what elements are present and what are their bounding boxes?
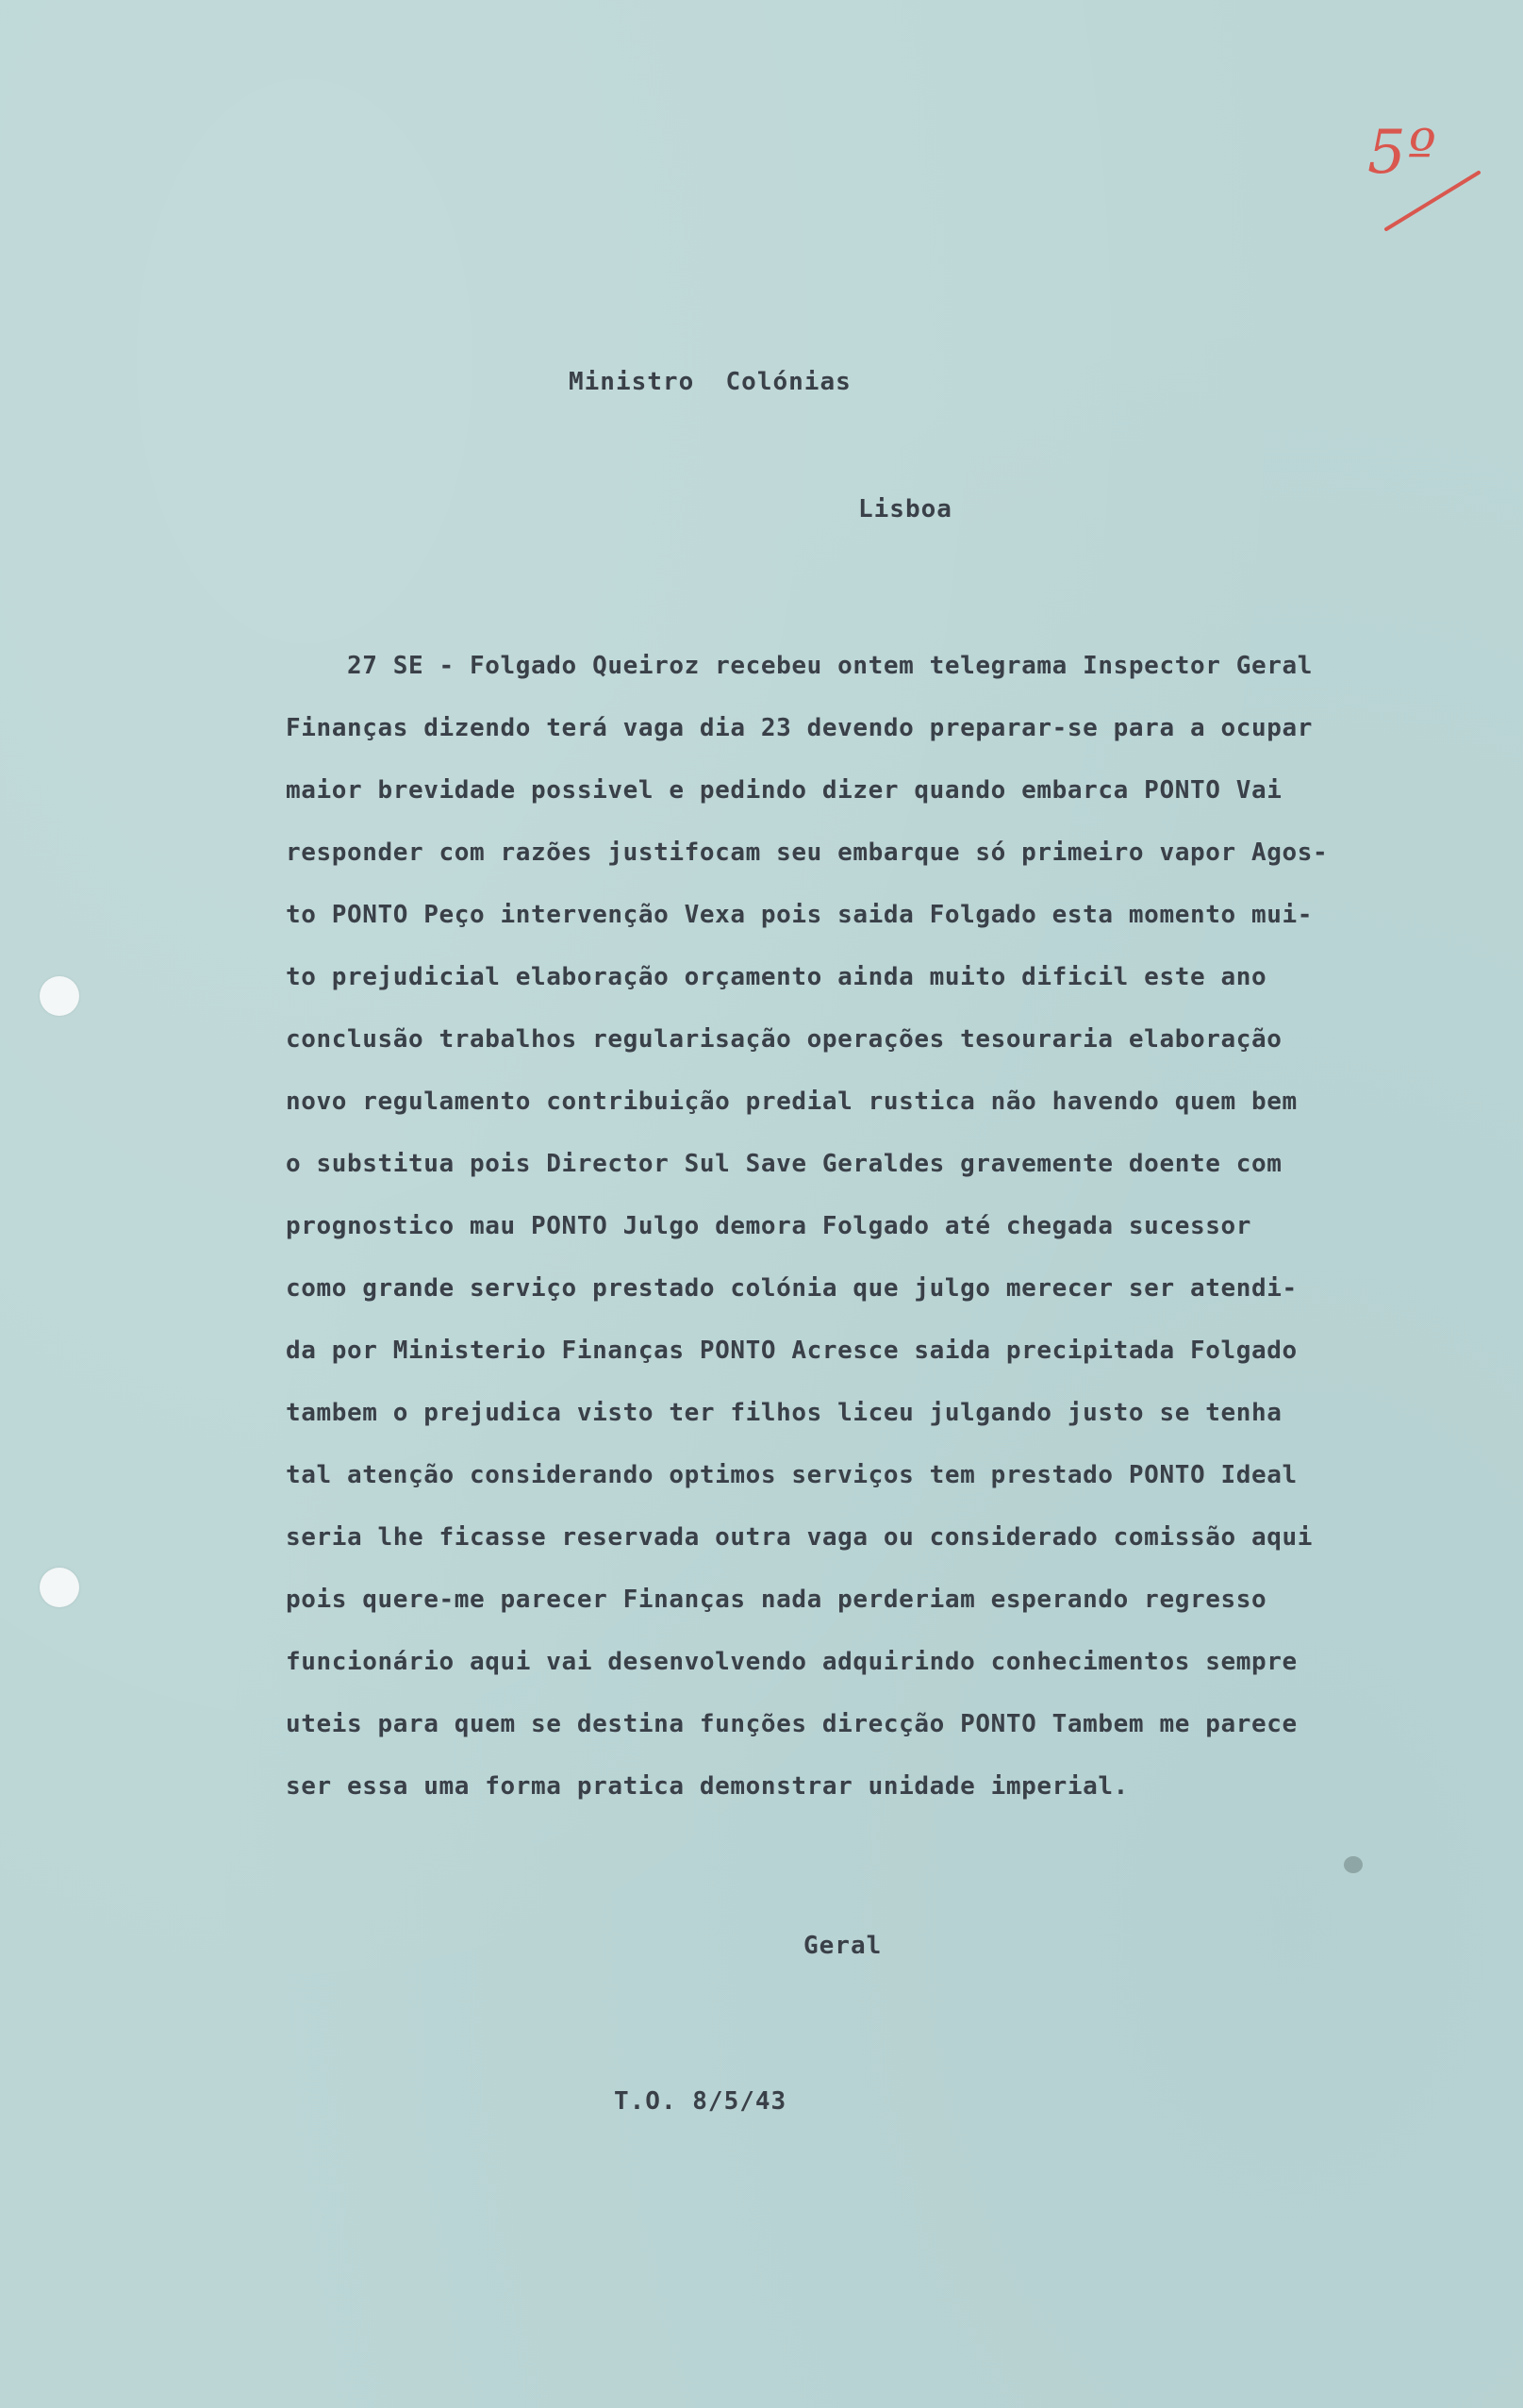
folio-text: 5º — [1367, 118, 1438, 188]
folio-number — [1358, 118, 1490, 241]
body-line: uteis para quem se destina funções direcção PONTO Tambem me parece — [286, 1710, 1298, 1738]
body-line: funcionário aqui vai desenvolvendo adquirindo conhecimentos sempre — [286, 1648, 1298, 1676]
body-line: o substitua pois Director Sul Save Geraldes gravemente doente com — [286, 1150, 1283, 1178]
body-line: maior brevidade possivel e pedindo dizer quando embarca PONTO Vai — [286, 776, 1283, 805]
telegram-body — [286, 649, 1380, 1832]
punch-hole — [40, 976, 79, 1016]
body-line: 27 SE - Folgado Queiroz recebeu ontem telegrama Inspector Geral — [286, 652, 1313, 680]
folio-slash-mark — [1358, 118, 1490, 241]
body-line: novo regulamento contribuição predial rustica não havendo quem bem — [286, 1088, 1298, 1116]
body-line: pois quere-me parecer Finanças nada perderiam esperando regresso — [286, 1586, 1267, 1614]
body-line: ser essa uma forma pratica demonstrar unidade imperial. — [286, 1772, 1129, 1801]
body-line: to prejudicial elaboração orçamento ainda muito dificil este ano — [286, 963, 1267, 991]
body-line: Finanças dizendo terá vaga dia 23 devendo preparar-se para a ocupar — [286, 714, 1313, 742]
body-line: tal atenção considerando optimos serviços tem prestado PONTO Ideal — [286, 1461, 1298, 1489]
recipient-line: Ministro Colónias — [569, 368, 852, 396]
body-line: to PONTO Peço intervenção Vexa pois saida Folgado esta momento mui- — [286, 901, 1313, 929]
date-line: T.O. 8/5/43 — [614, 2087, 787, 2116]
body-line: da por Ministerio Finanças PONTO Acresce saida precipitada Folgado — [286, 1337, 1298, 1365]
punch-hole — [40, 1568, 79, 1607]
signature-line: Geral — [803, 1932, 883, 1960]
body-line: tambem o prejudica visto ter filhos liceu julgando justo se tenha — [286, 1399, 1283, 1427]
place-line: Lisboa — [858, 495, 952, 523]
body-line: responder com razões justifocam seu embarque só primeiro vapor Agos- — [286, 839, 1329, 867]
body-line: seria lhe ficasse reservada outra vaga ou considerado comissão aqui — [286, 1523, 1313, 1552]
body-line: como grande serviço prestado colónia que julgo merecer ser atendi- — [286, 1274, 1298, 1303]
ink-spot — [1344, 1856, 1363, 1873]
body-line: prognostico mau PONTO Julgo demora Folgado até chegada sucessor — [286, 1212, 1251, 1240]
body-line: conclusão trabalhos regularisação operações tesouraria elaboração — [286, 1025, 1283, 1054]
